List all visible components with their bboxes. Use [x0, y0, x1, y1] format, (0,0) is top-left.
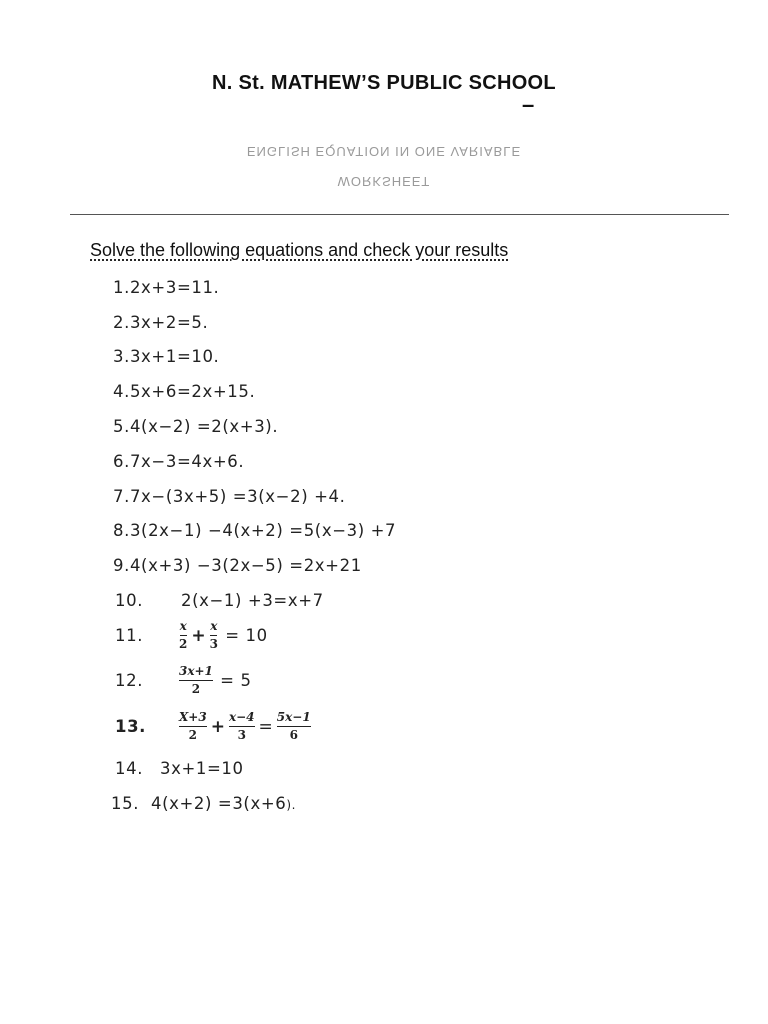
- question-number: 7.: [113, 487, 130, 506]
- question-number: 8.: [113, 521, 130, 540]
- question-equation: 2x+3=11.: [129, 278, 220, 297]
- question-3: [113, 347, 219, 366]
- question-equation: 3x+1=10: [160, 759, 244, 778]
- equals-sign: =: [258, 716, 273, 737]
- question-number: 12.: [115, 671, 144, 690]
- fraction: [177, 620, 189, 651]
- question-equation: 4(x−2) =2(x+3).: [129, 417, 279, 436]
- question-number: 10.: [115, 591, 144, 610]
- question-7: [113, 487, 345, 506]
- denominator: 2: [188, 728, 198, 742]
- denominator: 6: [289, 728, 298, 742]
- numerator: x−4: [229, 711, 255, 727]
- question-number: 2.: [113, 313, 130, 332]
- question-equation: 2(x−1) +3=x+7: [181, 591, 324, 610]
- numerator: X+3: [179, 711, 207, 727]
- numerator: 5x−1: [277, 711, 311, 727]
- question-10: [115, 591, 324, 610]
- fraction: [227, 711, 257, 742]
- question-number: 5.: [113, 417, 130, 436]
- question-14: [115, 759, 244, 778]
- cutoff-line-2: [0, 174, 768, 189]
- cutoff-line-2-text: WORKSHEET: [337, 174, 431, 189]
- right-hand-side: = 5: [220, 671, 252, 690]
- question-12: [115, 665, 252, 696]
- question-equation: 5x+6=2x+15.: [129, 382, 256, 401]
- cutoff-line-1-text: ENGLISH EQUATION IN ONE VARIABLE: [246, 144, 522, 159]
- question-number: 1.: [113, 278, 130, 297]
- fraction: [275, 711, 313, 742]
- question-number: 13.: [115, 717, 147, 736]
- denominator: 2: [191, 682, 201, 696]
- instruction-heading: Solve the following equations and check your results: [90, 240, 509, 260]
- question-number: 9.: [113, 556, 130, 575]
- question-13: [115, 711, 313, 742]
- question-equation: 7x−3=4x+6.: [129, 452, 245, 471]
- question-number: 4.: [113, 382, 130, 401]
- fraction: [177, 665, 215, 696]
- numerator: 3x+1: [179, 665, 213, 681]
- question-11: [115, 620, 268, 651]
- horizontal-rule: [70, 214, 729, 215]
- question-equation: 3(2x−1) −4(x+2) =5(x−3) +7: [129, 521, 397, 540]
- fraction: [208, 620, 220, 651]
- question-equation: 3x+2=5.: [129, 313, 209, 332]
- question-number: 11.: [115, 626, 144, 645]
- question-2: [113, 313, 208, 332]
- question-tail: ).: [286, 798, 297, 812]
- question-number: 14.: [115, 759, 144, 778]
- numerator: x: [210, 620, 217, 636]
- cutoff-line-1: [0, 144, 768, 159]
- right-hand-side: = 10: [225, 626, 268, 645]
- question-8: [113, 521, 396, 540]
- denominator: 3: [237, 728, 246, 742]
- question-9: [113, 556, 362, 575]
- question-6: [113, 452, 244, 471]
- question-number: 6.: [113, 452, 130, 471]
- question-equation: 3x+1=10.: [129, 347, 220, 366]
- denominator: 3: [209, 637, 218, 651]
- question-number: 15.: [111, 794, 140, 813]
- question-equation: 7x−(3x+5) =3(x−2) +4.: [129, 487, 346, 506]
- question-equation: 4(x+3) −3(2x−5) =2x+21: [129, 556, 362, 575]
- question-15: [111, 794, 296, 813]
- operator: +: [191, 625, 206, 646]
- fraction: [177, 711, 209, 742]
- operator: +: [210, 716, 225, 737]
- question-5: [113, 417, 278, 436]
- question-equation: 4(x+2) =3(x+6: [151, 794, 287, 813]
- school-title: N. St. MATHEW’S PUBLIC SCHOOL: [212, 72, 556, 94]
- title-dash: –: [522, 92, 535, 117]
- question-number: 3.: [113, 347, 130, 366]
- question-1: [113, 278, 219, 297]
- question-4: [113, 382, 255, 401]
- denominator: 2: [179, 637, 188, 651]
- numerator: x: [180, 620, 187, 636]
